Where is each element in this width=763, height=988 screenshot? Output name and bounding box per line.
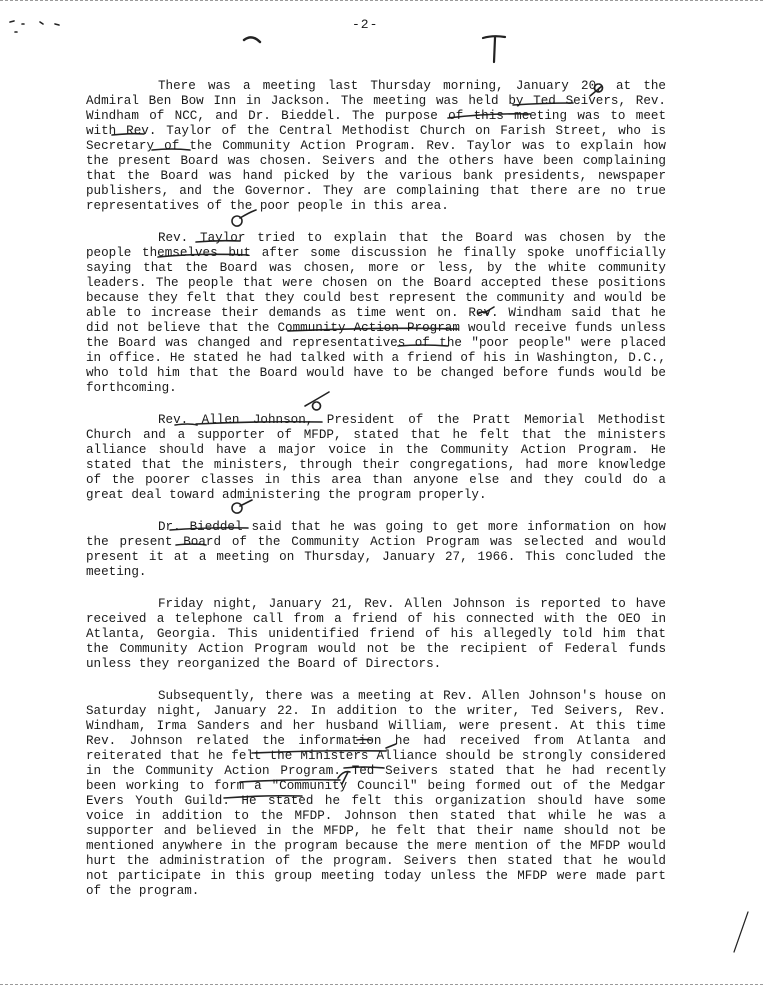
paragraph-friday-night: Friday night, January 21, Rev. Allen Johnson is reported to have received a telephone call from a friend of his connected with the OEO in Atlanta, Georgia. This unidentified friend of his allegedly told him that the Community Action Program would not be the recipient of Federal funds unless they reorganized the Board of Directors.: [86, 597, 666, 671]
pen-arc-mark: [244, 37, 260, 42]
paragraph-subsequently: Subsequently, there was a meeting at Rev. Allen Johnson's house on Saturday night, January 22. In addition to the writer, Ted Seivers, Rev. Windham, Irma Sanders and her husband William, were present. At this time Rev. Johnson related the information he had received from Atlanta and reiterated that he felt the Ministers Alliance should be strongly considered in the Community Action Program. Ted Seivers stated that he had recently been working to form a "Community Council" being formed out of the Medgar Evers Youth Guild. He stated he felt this organization should have some voice in addition to the MFDP. Johnson then stated that while he was a supporter and believed in the MFDP, he felt that their name should not be mentioned anywhere in the program because the mere mention of the MFDP would hurt the administration of the program. Seivers then stated that he would not participate in this group meeting today unless the MFDP were made part of the program.: [86, 689, 666, 898]
pen-t-mark: [483, 36, 505, 62]
bottom-scan-border: [0, 984, 763, 987]
paragraph-rev-taylor: Rev. Taylor tried to explain that the Board was chosen by the people themselves but after some discussion he finally spoke unofficially saying that the Board was chosen, more or less, by the white community leaders. The people that were chosen on the Board accepted these positions because they felt that they could best represent the community and would be able to increase their demands as time went on. Rev. Windham said that he did not believe that the Community Action Program would receive funds unless the Board was changed and representatives of the "poor people" were placed in office. He stated he had talked with a friend of his in Washington, D.C., who told him that the Board would have to be changed before funds would be forthcoming.: [86, 231, 666, 395]
scan-speck: [10, 21, 59, 32]
page-number: -2-: [352, 17, 379, 32]
top-scan-border: [0, 0, 763, 3]
paragraph-meeting-admiral-ben-bow: There was a meeting last Thursday morning, January 20, at the Admiral Ben Bow Inn in Jackson. The meeting was held by Ted Seivers, Rev. Windham of NCC, and Dr. Bieddel. The purpose of this meeting was to meet with Rev. Taylor of the Central Methodist Church on Farish Street, who is Secretary of the Community Action Program. Rev. Taylor was to explain how the present Board was chosen. Seivers and the others have been complaining that the Board was hand picked by the various bank presidents, newspaper publishers, and the Governor. They are complaining that there are no true representatives of the poor people in this area.: [86, 79, 666, 213]
pen-diagonal-stroke: [734, 912, 748, 952]
document-body: [86, 79, 666, 916]
paragraph-rev-allen-johnson: Rev. Allen Johnson, President of the Pratt Memorial Methodist Church and a supporter of MFDP, stated that he felt that the ministers alliance should have a major voice in the Community Action Program. He stated that the ministers, through their congregations, had more knowledge of the poorer classes in this area than anyone else and they could do a great deal toward administering the program properly.: [86, 413, 666, 502]
paragraph-dr-bieddel: Dr. Bieddel said that he was going to get more information on how the present Board of the Community Action Program was selected and would present it at a meeting on Thursday, January 27, 1966. This concluded the meeting.: [86, 520, 666, 579]
